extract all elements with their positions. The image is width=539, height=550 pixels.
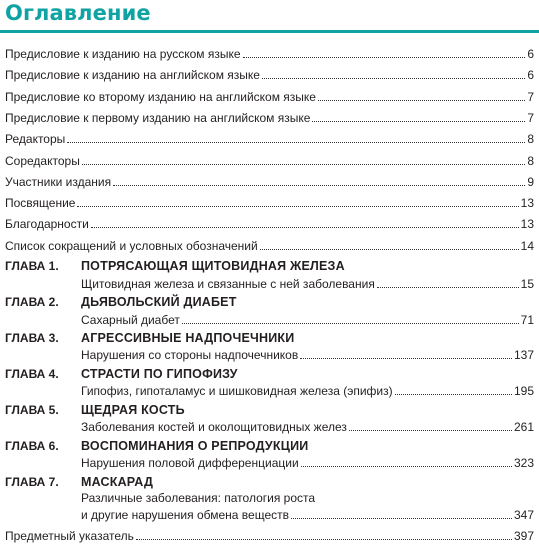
toc-entry-title: Предисловие к первому изданию на английском языке xyxy=(5,111,311,125)
dot-leader xyxy=(349,418,512,431)
toc-entry[interactable] xyxy=(5,130,534,147)
toc-entry-page: 397 xyxy=(513,529,534,543)
toc-entry[interactable] xyxy=(5,173,534,190)
toc-entry-title: Посвящение xyxy=(5,196,76,210)
dot-leader xyxy=(136,527,512,540)
toc-entry-index[interactable] xyxy=(5,527,534,544)
toc-entry[interactable] xyxy=(5,109,534,126)
chapter-title[interactable]: МАСКАРАД xyxy=(81,475,154,489)
chapter-subtitle: Нарушения половой дифференциации xyxy=(81,456,299,470)
chapter-subtitle: Сахарный диабет xyxy=(81,313,180,327)
chapter-label: ГЛАВА 2. xyxy=(5,295,59,309)
chapter-label: ГЛАВА 5. xyxy=(5,403,59,417)
chapter-entry[interactable] xyxy=(81,382,534,399)
dot-leader xyxy=(243,45,526,58)
toc-entry-page: 9 xyxy=(527,175,534,189)
chapter-title[interactable]: ПОТРЯСАЮЩАЯ ЩИТОВИДНАЯ ЖЕЛЕЗА xyxy=(81,259,345,273)
chapter-page: 15 xyxy=(520,277,534,291)
dot-leader xyxy=(395,382,512,395)
chapter-entry[interactable] xyxy=(81,346,534,363)
toc-entry[interactable] xyxy=(5,194,534,211)
dot-leader xyxy=(312,109,525,122)
toc-entry[interactable] xyxy=(5,237,534,254)
chapter-subtitle: Гипофиз, гипоталамус и шишковидная железа (эпифиз) xyxy=(81,384,393,398)
chapter-page: 195 xyxy=(513,384,534,398)
dot-leader xyxy=(67,130,525,143)
chapter-entry[interactable] xyxy=(81,311,534,328)
toc-entry-page: 8 xyxy=(527,132,534,146)
toc-entry[interactable] xyxy=(5,45,534,62)
dot-leader xyxy=(82,152,525,165)
toc-entry-page: 13 xyxy=(520,196,534,210)
page-title: Оглавление xyxy=(5,1,151,25)
dot-leader xyxy=(260,237,519,250)
chapter-entry[interactable] xyxy=(81,418,534,435)
dot-leader xyxy=(291,506,512,519)
chapter-title[interactable]: ЩЕДРАЯ КОСТЬ xyxy=(81,403,185,417)
chapter-subtitle: и другие нарушения обмена веществ xyxy=(81,508,290,522)
chapter-page: 137 xyxy=(513,348,534,362)
chapter-page: 323 xyxy=(513,456,534,470)
chapter-title[interactable]: ВОСПОМИНАНИЯ О РЕПРОДУКЦИИ xyxy=(81,439,309,453)
toc-entry-title: Список сокращений и условных обозначений xyxy=(5,239,258,253)
toc-entry-page: 13 xyxy=(520,217,534,231)
chapter-page: 71 xyxy=(520,313,534,327)
toc-entry-title: Соредакторы xyxy=(5,154,80,168)
dot-leader xyxy=(318,88,525,101)
dot-leader xyxy=(300,346,512,359)
toc-entry-title: Предисловие к изданию на английском языке xyxy=(5,68,260,82)
chapter-page: 347 xyxy=(513,508,534,522)
toc-entry-title: Предисловие к изданию на русском языке xyxy=(5,47,241,61)
chapter-title[interactable]: СТРАСТИ ПО ГИПОФИЗУ xyxy=(81,367,238,381)
toc-entry-page: 7 xyxy=(527,111,534,125)
toc-entry-title: Благодарности xyxy=(5,217,89,231)
dot-leader xyxy=(262,66,525,79)
dot-leader xyxy=(301,454,512,467)
chapter-title[interactable]: АГРЕССИВНЫЕ НАДПОЧЕЧНИКИ xyxy=(81,331,295,345)
toc-entry[interactable] xyxy=(5,215,534,232)
chapter-title[interactable]: ДЬЯВОЛЬСКИЙ ДИАБЕТ xyxy=(81,295,237,309)
chapter-label: ГЛАВА 7. xyxy=(5,475,59,489)
toc-entry-page: 7 xyxy=(527,90,534,104)
chapter-subtitle-line: Различные заболевания: патология роста xyxy=(81,491,316,505)
toc-entry-page: 6 xyxy=(527,68,534,82)
dot-leader xyxy=(77,194,518,207)
title-underline xyxy=(0,30,539,33)
toc-entry-page: 14 xyxy=(520,239,534,253)
chapter-label: ГЛАВА 1. xyxy=(5,259,59,273)
toc-entry-title: Предметный указатель xyxy=(5,529,134,543)
chapter-subtitle: Щитовидная железа и связанные с ней заболевания xyxy=(81,277,375,291)
dot-leader xyxy=(182,311,519,324)
chapter-label: ГЛАВА 4. xyxy=(5,367,59,381)
chapter-label: ГЛАВА 6. xyxy=(5,439,59,453)
toc-entry[interactable] xyxy=(5,88,534,105)
toc-entry-title: Редакторы xyxy=(5,132,66,146)
chapter-subtitle: Нарушения со стороны надпочечников xyxy=(81,348,299,362)
toc-entry-page: 8 xyxy=(527,154,534,168)
toc-entry[interactable] xyxy=(5,152,534,169)
chapter-entry[interactable] xyxy=(81,275,534,292)
chapter-subtitle: Заболевания костей и околощитовидных желез xyxy=(81,420,347,434)
chapter-entry[interactable] xyxy=(81,506,534,523)
toc-entry-page: 6 xyxy=(527,47,534,61)
chapter-entry[interactable] xyxy=(81,454,534,471)
chapter-label: ГЛАВА 3. xyxy=(5,331,59,345)
chapter-page: 261 xyxy=(513,420,534,434)
dot-leader xyxy=(113,173,525,186)
toc-entry-title: Предисловие ко второму изданию на английском языке xyxy=(5,90,316,104)
dot-leader xyxy=(91,215,519,228)
toc-entry-title: Участники издания xyxy=(5,175,112,189)
toc-entry[interactable] xyxy=(5,66,534,83)
dot-leader xyxy=(377,275,519,288)
